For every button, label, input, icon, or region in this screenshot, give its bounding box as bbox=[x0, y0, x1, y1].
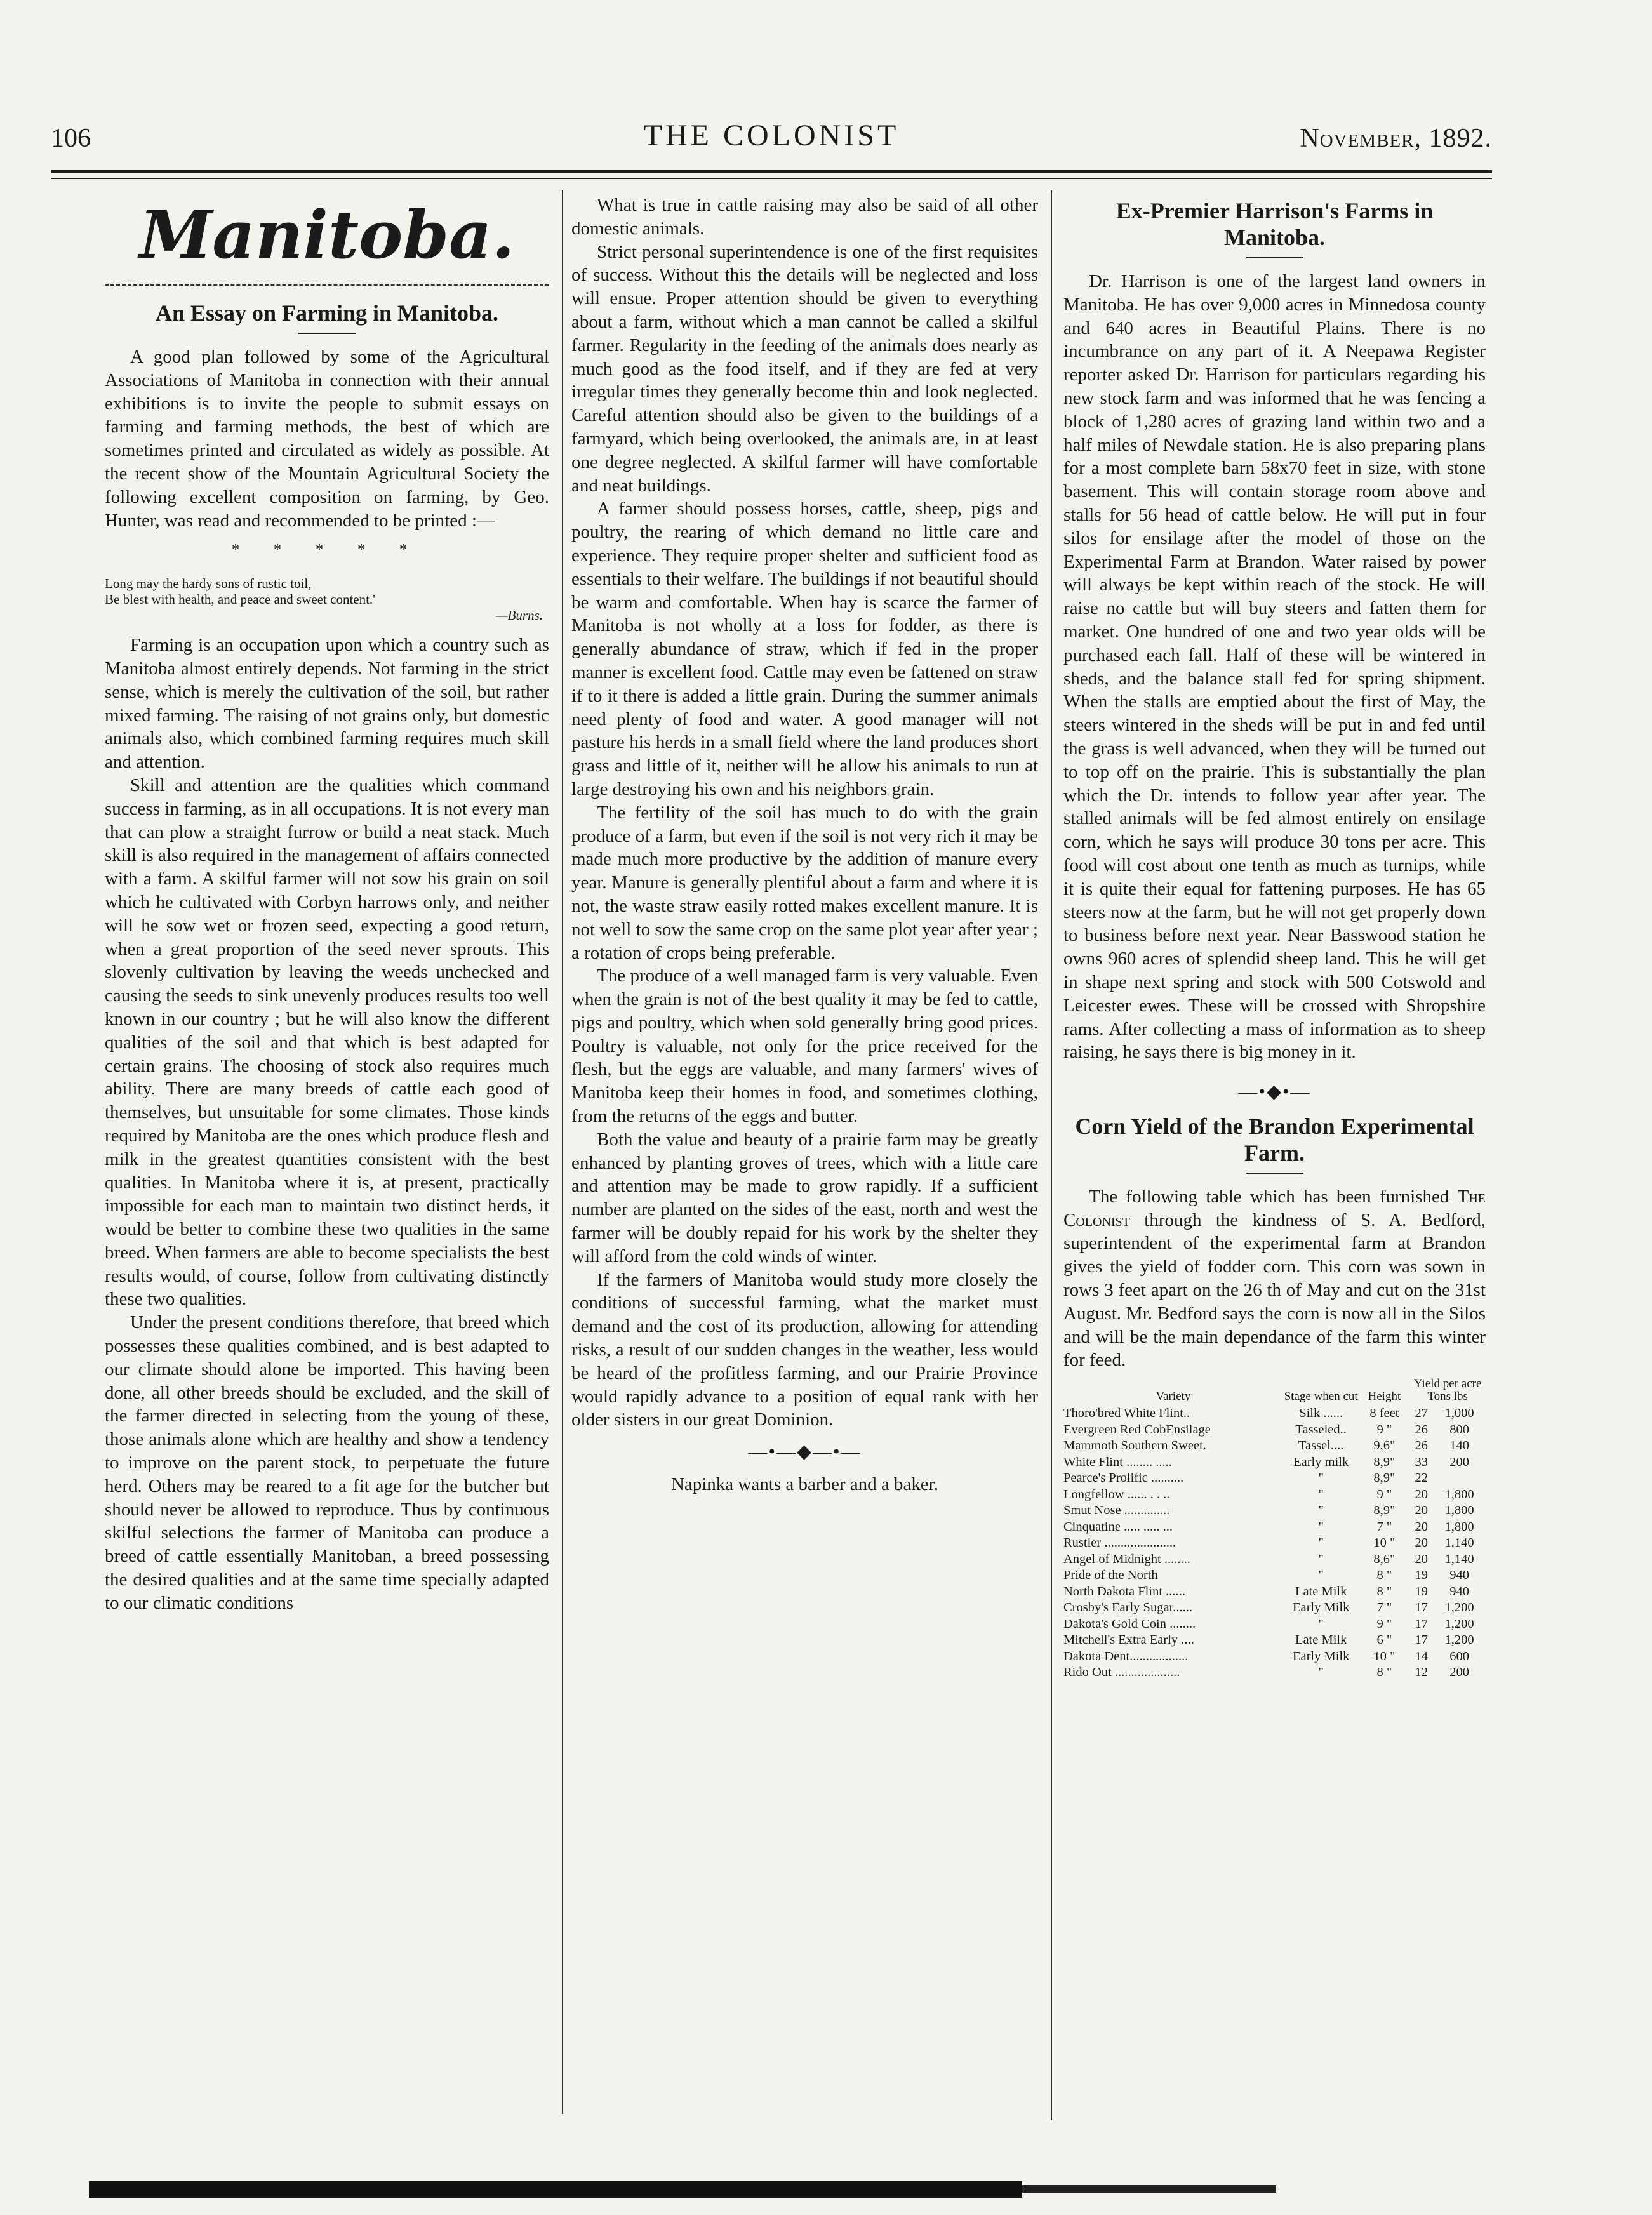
cell-tons: 14 bbox=[1415, 1649, 1428, 1663]
cell-tons: 19 bbox=[1415, 1584, 1428, 1599]
header-rule-thick bbox=[51, 170, 1492, 173]
cell-variety: Evergreen Red CobEnsilage bbox=[1063, 1422, 1211, 1437]
cell-height: 8,9" bbox=[1373, 1503, 1396, 1518]
corn-yield-table bbox=[1063, 1377, 1486, 1681]
column-header-height: Height bbox=[1368, 1390, 1401, 1404]
cell-height: 8,9" bbox=[1373, 1471, 1396, 1486]
cell-stage: Early milk bbox=[1293, 1454, 1349, 1469]
cell-stage: Late Milk bbox=[1295, 1584, 1347, 1599]
scan-edge-bar bbox=[89, 2181, 1022, 2198]
cell-height: 8 " bbox=[1376, 1665, 1392, 1680]
cell-lbs: 1,800 bbox=[1444, 1503, 1474, 1518]
epigraph bbox=[105, 576, 549, 623]
cell-variety: Cinquatine ..... ..... ... bbox=[1063, 1519, 1173, 1534]
cell-lbs: 200 bbox=[1449, 1665, 1469, 1680]
article-paragraph: Dr. Harrison is one of the largest land owners in Manitoba. He has over 9,000 acres in Minnedosa county and 640 acres in Beautiful Plains. There is no incumbrance on any part of it. A Neepawa Register reporter asked Dr. Harrison for particulars regarding his new stock farm and was informed that he was fencing a block of 1,280 acres of grazing land within two and a half miles of Newdale station. He is also preparing plans for a most complete barn 58x70 feet in size, with stone basement. This will contain storage room above and stalls for 56 head of cattle below. He will put in four silos for ensilage after the model of those on the Experimental Farm at Brandon. Water raised by power will always be kept within reach of the stock. He will raise no cattle but will buy steers and fatten them for market. One hundred of one and two year olds will be purchased each fall. Half of these will be wintered in sheds, and the balance stall fed for spring shipment. When the stalls are emptied about the first of May, the steers wintered in the sheds will be put in and fed until the grass is well advanced, when they will be turned out to top off on the prairie. This is substantially the plan which the Dr. intends to follow year after year. The stalled animals will be fed almost entirely on ensilage corn, which he says will produce 30 tons per acre. This food will cost about one tenth as much as turnips, while it is quite their equal for fattening purposes. He has 65 steers now at the farm, but he will not get properly down to business before next year. Near Basswood station he owns 960 acres of splendid sheep land. This he will get in shape next spring and stock with 500 Cotswold and Leicester ewes. These will be crossed with Shropshire rams. After collecting a mass of information as to sheep raising, he says there is big money in it. bbox=[1063, 271, 1486, 1063]
cell-height: 9,6" bbox=[1373, 1439, 1396, 1453]
cell-variety: Rido Out .................... bbox=[1063, 1665, 1180, 1680]
cell-tons: 20 bbox=[1415, 1519, 1428, 1534]
publication-title: THE COLONIST bbox=[643, 119, 900, 152]
cell-stage: Early Milk bbox=[1292, 1600, 1350, 1615]
text-run: through the kindness of S. A. Bedford, superintendent of the experimental farm at Brandon gives the yield of fodder corn. This corn was sown in rows 3 feet apart on the 26 th of May and cut on the 31st August. Mr. Bedford says the corn is now all in the Silos and will be the main dependance of the farm this winter for feed. bbox=[1063, 1209, 1486, 1371]
table-row bbox=[1063, 1470, 1486, 1487]
cell-height: 10 " bbox=[1373, 1649, 1396, 1663]
essay-paragraph: Both the value and beauty of a prairie farm may be greatly enhanced by planting groves of trees, which with a little care and attention may be made to grow rapidly. If a sufficient number are planted on the sides of the east, north and west the farmer will be doubly repaid for his work by the shelter they will afford from the cold winds of winter. bbox=[571, 1129, 1038, 1267]
section-stars: * * * * * bbox=[232, 542, 422, 559]
article-title-harrison: Ex-Premier Harrison's Farms in Manitoba. bbox=[1116, 198, 1434, 250]
section-masthead: Manitoba. bbox=[139, 196, 515, 274]
cell-variety: Pearce's Prolific .......... bbox=[1063, 1471, 1184, 1486]
cell-stage: " bbox=[1318, 1552, 1324, 1566]
table-row bbox=[1063, 1406, 1486, 1422]
cell-height: 9 " bbox=[1376, 1487, 1392, 1501]
column-1 bbox=[105, 194, 549, 1615]
cell-stage: Late Milk bbox=[1295, 1633, 1347, 1647]
table-row bbox=[1063, 1438, 1486, 1454]
cell-height: 8 " bbox=[1376, 1584, 1392, 1599]
publication-name-inline: The Colonist bbox=[1063, 1186, 1486, 1230]
table-row bbox=[1063, 1454, 1486, 1471]
column-divider-1 bbox=[562, 190, 563, 2114]
cell-lbs: 1,200 bbox=[1444, 1633, 1474, 1647]
essay-paragraph: Skill and attention are the qualities which command success in farming, as in all occupations. It is not every man that can plow a straight furrow or build a neat stack. Much skill is also required in the management of affairs connected with a farm. A skilful farmer will not sow his grain on soil which he cultivated with Corbyn harrows only, and neither will he sow wet or frozen seed, expecting a good return, when a great proportion of the seed never sprouts. This slovenly cultivation by leaving the weeds unchecked and causing the seeds to sink unevenly produces results too well known in our country ; but he will also know the different qualities of the soil and that which is best adapted for certain grains. The choosing of stock also requires much ability. There are many breeds of cattle each good of themselves, but unsuitable for some climates. Those kinds required by Manitoba are the ones which produce flesh and milk in the greatest quantities consistent with the best qualities. In Manitoba where it is, at present, practically impossible for each man to maintain two distinct herds, it would be better to combine these two qualities in the same breed. When farmers are able to become specialists the best results would, of course, follow from cultivating distinctly these two qualities. bbox=[105, 775, 549, 1310]
cell-tons: 20 bbox=[1415, 1487, 1428, 1501]
article-paragraph bbox=[1063, 1185, 1486, 1372]
cell-tons: 20 bbox=[1415, 1536, 1428, 1550]
cell-height: 8 " bbox=[1376, 1568, 1392, 1583]
cell-tons: 20 bbox=[1415, 1503, 1428, 1518]
cell-stage: Tassel.... bbox=[1298, 1439, 1344, 1453]
table-row bbox=[1063, 1616, 1486, 1633]
cell-stage: " bbox=[1318, 1616, 1324, 1631]
cell-tons: 22 bbox=[1415, 1471, 1428, 1486]
table-body bbox=[1063, 1406, 1486, 1681]
cell-height: 9 " bbox=[1376, 1616, 1392, 1631]
cell-tons: 17 bbox=[1415, 1616, 1428, 1631]
cell-variety: Rustler ...................... bbox=[1063, 1536, 1176, 1550]
cell-stage: Silk ...... bbox=[1299, 1406, 1343, 1421]
cell-lbs: 1,000 bbox=[1444, 1406, 1474, 1421]
section-ornament: —•—◆—•— bbox=[748, 1441, 862, 1463]
table-row bbox=[1063, 1422, 1486, 1439]
cell-stage: " bbox=[1318, 1568, 1324, 1583]
title-rule bbox=[1246, 257, 1303, 258]
table-row bbox=[1063, 1584, 1486, 1600]
section-ornament: —•◆•— bbox=[1238, 1081, 1311, 1103]
cell-lbs: 200 bbox=[1449, 1454, 1469, 1469]
table-row bbox=[1063, 1632, 1486, 1649]
essay-title: An Essay on Farming in Manitoba. bbox=[155, 300, 499, 326]
cell-tons: 12 bbox=[1415, 1665, 1428, 1680]
cell-stage: " bbox=[1318, 1487, 1324, 1501]
cell-lbs bbox=[1433, 1470, 1486, 1487]
essay-paragraph: A farmer should possess horses, cattle, sheep, pigs and poultry, the rearing of which demand no little care and experience. They require proper shelter and sufficient food as essentials to their welfare. The buildings if not beautiful should be warm and comfortable. When hay is scarce the farmer of Manitoba is not wholly at a loss for fodder, as there is generally abundance of straw, which if fed in the proper manner is excellent food. Cattle may even be fattened on straw if to it there is added a little grain. During the summer animals need plenty of food and water. A good manager will not pasture his herds in a small field where the land produces short grass and little of it, neither will he allow his animals to run at large destroying his own and his neighbors grain. bbox=[571, 498, 1038, 799]
cell-variety: North Dakota Flint ...... bbox=[1063, 1584, 1185, 1599]
cell-height: 9 " bbox=[1376, 1422, 1392, 1437]
text-run: The following table which has been furnished bbox=[1089, 1186, 1449, 1207]
cell-lbs: 800 bbox=[1449, 1422, 1469, 1437]
essay-paragraph: Strict personal superintendence is one of the first requisites of success. Without this the details will be neglected and loss will ensue. Proper attention should be given to everything about a farm, without which a man cannot be called a skilful farmer. Regularity in the feeding of the animals does nearly as much good as the food itself, and if they are fed at very irregular times they generally become thin and look neglected. Careful attention should also be given to the buildings of a farmyard, which being overlooked, the animals are, in at least one degree neglected. A skilful farmer will have comfortable and neat buildings. bbox=[571, 241, 1038, 496]
title-rule bbox=[1246, 1173, 1303, 1174]
essay-paragraph: If the farmers of Manitoba would study more closely the conditions of successful farming, what the market must demand and the cost of its production, allowing for attending risks, a result of our sudden changes in the weather, less would be heard of the profitless farming, and our Prairie Province would rapidly advance to a position of equal rank with her older sisters in our great Dominion. bbox=[571, 1269, 1038, 1430]
column-header-yield: Yield per acre Tons lbs bbox=[1413, 1377, 1482, 1404]
cell-tons: 17 bbox=[1415, 1633, 1428, 1647]
cell-stage: " bbox=[1318, 1665, 1324, 1680]
table-row bbox=[1063, 1503, 1486, 1519]
page-number: 106 bbox=[51, 124, 91, 153]
cell-variety: Thoro'bred White Flint.. bbox=[1063, 1406, 1190, 1421]
cell-stage: Tasseled.. bbox=[1295, 1422, 1347, 1437]
cell-variety: White Flint ........ ..... bbox=[1063, 1454, 1172, 1469]
scan-edge-bar bbox=[1022, 2185, 1276, 2193]
cell-variety: Crosby's Early Sugar...... bbox=[1063, 1600, 1192, 1615]
essay-paragraph: The produce of a well managed farm is very valuable. Even when the grain is not of the best quality it may be fed to cattle, pigs and poultry, which when sold generally bring good prices. Poultry is valuable, not only for the price received for the flesh, but the eggs are valuable, and many farmers' wives of Manitoba keep their homes in food, and sometimes clothing, from the returns of the eggs and butter. bbox=[571, 966, 1038, 1127]
header-rule-thin bbox=[51, 178, 1492, 179]
cell-lbs: 1,200 bbox=[1444, 1616, 1474, 1631]
cell-height: 6 " bbox=[1376, 1633, 1392, 1647]
column-divider-2 bbox=[1051, 190, 1052, 2120]
column-header-variety: Variety bbox=[1156, 1390, 1191, 1404]
table-row bbox=[1063, 1567, 1486, 1584]
table-row bbox=[1063, 1487, 1486, 1503]
page-header bbox=[51, 118, 1492, 163]
epigraph-attribution: —Burns. bbox=[495, 608, 543, 623]
essay-paragraph: The fertility of the soil has much to do with the grain produce of a farm, but even if the soil is not very rich it may be made much more productive by the addition of manure every year. Manure is generally plentiful about a farm and where it is not, the waste straw easily rotted makes excellent manure. It is not well to sow the same crop on the same plot year after year ; a rotation of crops being preferable. bbox=[571, 802, 1038, 963]
issue-date: November, 1892. bbox=[1300, 124, 1492, 153]
essay-paragraph: Farming is an occupation upon which a country such as Manitoba almost entirely depends. Not farming in the strict sense, which is merely the cultivation of the soil, but rather mixed farming. The raising of not grains only, but domestic animals also, which combined farming requires much skill and attention. bbox=[105, 635, 549, 773]
cell-tons: 26 bbox=[1415, 1422, 1428, 1437]
cell-stage: " bbox=[1318, 1536, 1324, 1550]
cell-variety: Pride of the North bbox=[1063, 1568, 1158, 1583]
table-row bbox=[1063, 1535, 1486, 1552]
cell-tons: 20 bbox=[1415, 1552, 1428, 1566]
notice-napinka: Napinka wants a barber and a baker. bbox=[670, 1474, 939, 1495]
cell-variety: Mammoth Southern Sweet. bbox=[1063, 1439, 1206, 1453]
cell-lbs: 1,200 bbox=[1444, 1600, 1474, 1615]
table-row bbox=[1063, 1665, 1486, 1681]
cell-stage: " bbox=[1318, 1503, 1324, 1518]
masthead-divider bbox=[105, 284, 549, 286]
table-row bbox=[1063, 1649, 1486, 1665]
table-header-row bbox=[1063, 1377, 1486, 1406]
cell-stage: " bbox=[1318, 1471, 1324, 1486]
cell-lbs: 1,800 bbox=[1444, 1519, 1474, 1534]
cell-lbs: 600 bbox=[1449, 1649, 1469, 1663]
column-header-stage: Stage when cut bbox=[1284, 1390, 1358, 1404]
cell-variety: Longfellow ...... . . .. bbox=[1063, 1487, 1170, 1501]
cell-height: 7 " bbox=[1376, 1519, 1392, 1534]
column-3 bbox=[1063, 194, 1486, 1681]
cell-variety: Angel of Midnight ........ bbox=[1063, 1552, 1190, 1566]
cell-height: 8,6" bbox=[1373, 1552, 1396, 1566]
cell-tons: 26 bbox=[1415, 1439, 1428, 1453]
cell-variety: Mitchell's Extra Early .... bbox=[1063, 1633, 1194, 1647]
cell-height: 10 " bbox=[1373, 1536, 1396, 1550]
essay-paragraph: What is true in cattle raising may also be said of all other domestic animals. bbox=[571, 195, 1038, 239]
cell-tons: 33 bbox=[1415, 1454, 1428, 1469]
essay-paragraph: Under the present conditions therefore, that breed which possesses these qualities combined, and is best adapted to our climate should alone be imported. This having been done, all other breeds should be excluded, and the skill of the farmer directed in selecting from the young of these, those animals alone which are healthy and show a tendency to improve on the parent stock, to perpetuate the future herd. Others may be reared to a fit age for the butcher but should never be allowed to reproduce. Thus by continuous skilful selections the farmer of Manitoba can produce a breed of cattle essentially Manitoban, a breed possessing the desired qualities and at the same time specially adapted to our climatic conditions bbox=[105, 1312, 549, 1613]
cell-lbs: 140 bbox=[1449, 1439, 1469, 1453]
cell-tons: 19 bbox=[1415, 1568, 1428, 1583]
epigraph-line: Be blest with health, and peace and sweet content.' bbox=[105, 592, 375, 608]
table-row bbox=[1063, 1552, 1486, 1568]
table-row bbox=[1063, 1600, 1486, 1616]
cell-tons: 17 bbox=[1415, 1600, 1428, 1615]
cell-lbs: 940 bbox=[1449, 1568, 1469, 1583]
cell-variety: Dakota's Gold Coin ........ bbox=[1063, 1616, 1196, 1631]
cell-height: 8 feet bbox=[1369, 1406, 1399, 1421]
cell-tons: 27 bbox=[1415, 1406, 1428, 1421]
column-2 bbox=[571, 194, 1038, 1496]
cell-height: 8,9" bbox=[1373, 1454, 1396, 1469]
cell-lbs: 1,140 bbox=[1444, 1536, 1474, 1550]
cell-lbs: 940 bbox=[1449, 1584, 1469, 1599]
cell-variety: Dakota Dent.................. bbox=[1063, 1649, 1189, 1663]
epigraph-line: Long may the hardy sons of rustic toil, bbox=[105, 576, 312, 592]
cell-variety: Smut Nose .............. bbox=[1063, 1503, 1170, 1518]
cell-height: 7 " bbox=[1376, 1600, 1392, 1615]
table-row bbox=[1063, 1519, 1486, 1536]
cell-stage: " bbox=[1318, 1519, 1324, 1534]
essay-intro: A good plan followed by some of the Agricultural Associations of Manitoba in connection with their annual exhibitions is to invite the people to submit essays on farming and farming methods, the best of which are sometimes printed and circulated as widely as possible. At the recent show of the Mountain Agricultural Society the following excellent composition on farming, by Geo. Hunter, was read and recommended to be printed :— bbox=[105, 347, 549, 531]
title-rule bbox=[298, 333, 356, 334]
cell-lbs: 1,800 bbox=[1444, 1487, 1474, 1501]
cell-stage: Early Milk bbox=[1292, 1649, 1350, 1663]
cell-lbs: 1,140 bbox=[1444, 1552, 1474, 1566]
article-title-corn-yield: Corn Yield of the Brandon Experimental Farm. bbox=[1075, 1113, 1474, 1166]
